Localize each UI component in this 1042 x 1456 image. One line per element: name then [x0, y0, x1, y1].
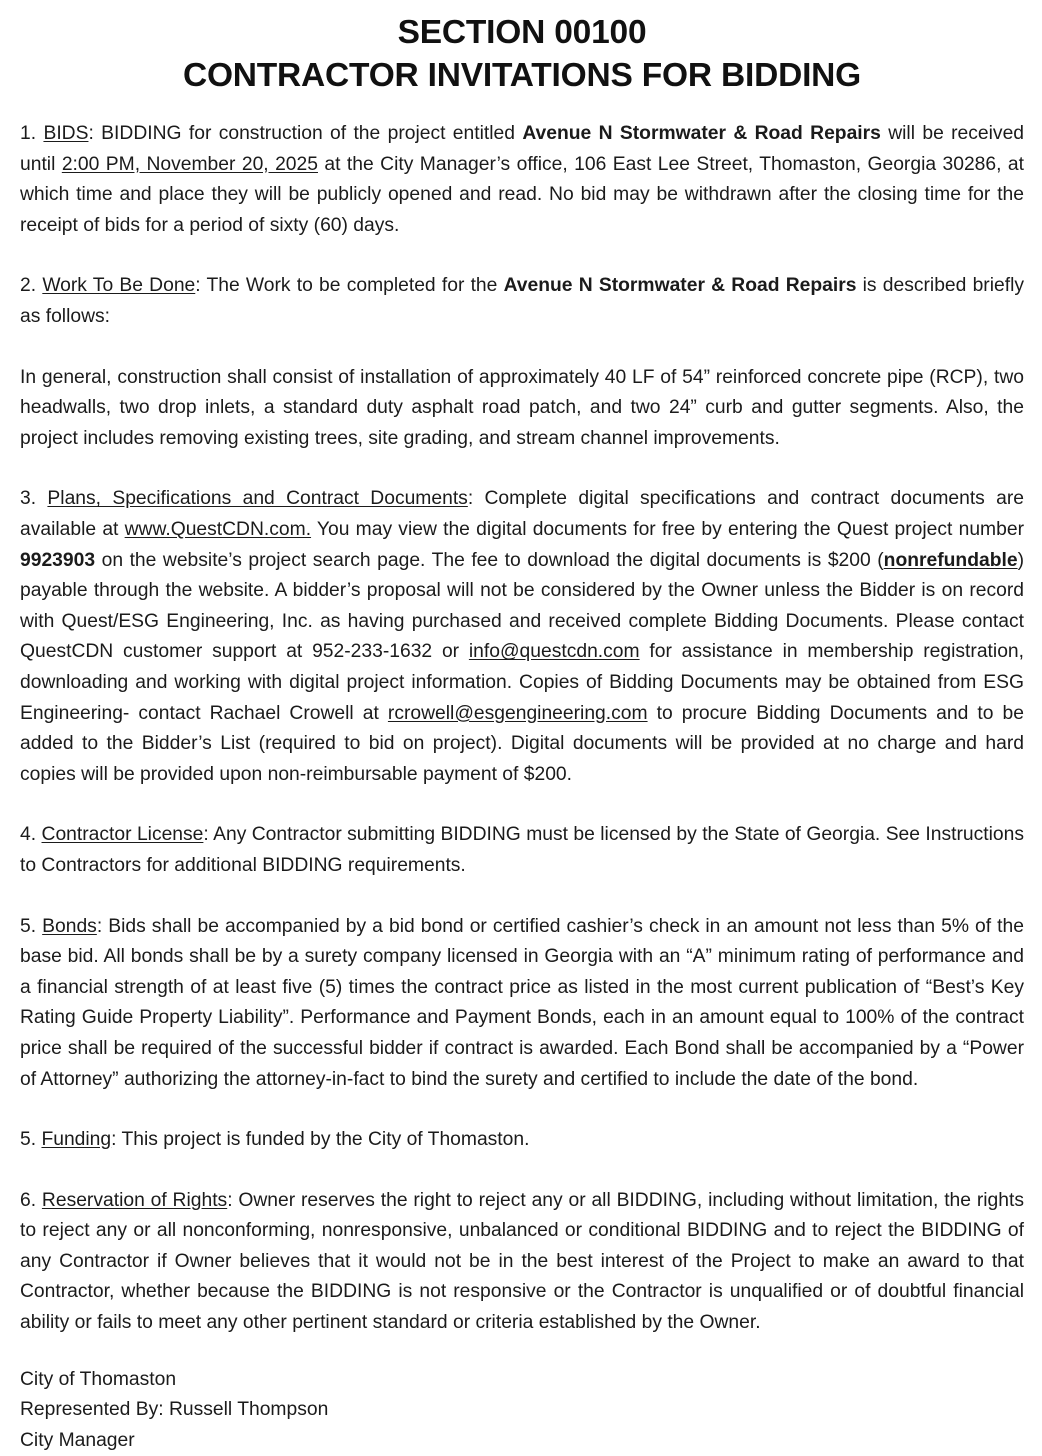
section-bids-text-2: will be received until	[20, 123, 1025, 175]
section-plans-text-6: for assistance in membership registration, downloading and working with digital project information. Copies of Bidding Documents may be obtained from ESG Engineering- contact Rachael Crowell at	[20, 641, 1024, 724]
section-plans-specifications	[20, 484, 1024, 790]
section-funding	[20, 1125, 1024, 1156]
section-bids-text-1: : BIDDING for construction of the project entitled	[88, 123, 523, 145]
page-title	[20, 12, 1024, 97]
document-body	[20, 119, 1024, 1456]
section-plans-text-7: to procure Bidding Documents and to be added to the Bidder’s List (required to bid on project). Digital documents will be provided at no charge and hard copies will be provided upon non-reimbursable payment of $200.	[20, 702, 1024, 785]
section-plans-text-3: on the website’s project search page. The fee to download the digital documents is $200 (	[95, 549, 884, 571]
section-plans-text-1: : Complete digital specifications and contract documents are available at	[20, 488, 1025, 540]
section-bonds-heading: Bonds	[42, 915, 97, 937]
section-reservation-of-rights	[20, 1186, 1024, 1339]
section-plans-number: 3.	[20, 488, 37, 510]
section-bonds	[20, 912, 1024, 1096]
section-work-number: 2.	[20, 275, 37, 297]
section-work-text-2: is described briefly as follows:	[20, 275, 1025, 328]
title-line-document-name: CONTRACTOR INVITATIONS FOR BIDDING	[182, 56, 862, 94]
section-plans-heading: Plans, Specifications and Contract Documents	[47, 488, 468, 510]
signature-represented-by: Represented By: Russell Thompson	[20, 1399, 329, 1421]
section-funding-heading: Funding	[41, 1129, 112, 1151]
signature-block	[20, 1365, 1024, 1456]
section-bonds-text: : Bids shall be accompanied by a bid bond or certified cashier’s check in an amount not less than 5% of the base bid. All bonds shall be by a surety company licensed in Georgia with an “A” minimum rating of performance and a financial strength of at least five (5) times the contract price as listed in the most current publication of “Best’s Key Rating Guide Property Liability”. Performance and Payment Bonds, each in an amount equal to 100% of the contract price shall be required of the successful bidder if contract is awarded. Each Bond shall be accompanied by a “Power of Attorney” authorizing the attorney-in-fact to bind the surety and certified to include the date of the bond.	[20, 915, 1024, 1090]
section-funding-number: 5.	[20, 1129, 37, 1151]
section-plans-text-2: You may view the digital documents for free by entering the Quest project number	[311, 519, 1024, 540]
section-reservation-heading: Reservation of Rights	[41, 1189, 228, 1211]
section-bids	[20, 119, 1024, 241]
questcdn-support-phone: 952-233-1632	[312, 641, 433, 663]
section-bids-project-name: Avenue N Stormwater & Road Repairs	[522, 123, 881, 145]
section-bids-heading: BIDS	[43, 123, 89, 145]
questcdn-support-email-link[interactable]: info@questcdn.com	[468, 641, 640, 663]
section-bids-text-3: at the City Manager’s office, 106 East Lee Street, Thomaston, Georgia 30286, at which time and place they will be publicly opened and read. No bid may be withdrawn after the closing time for the receipt of bids for a period of sixty (60) days.	[20, 153, 1024, 236]
section-reservation-text: : Owner reserves the right to reject any or all BIDDING, including without limitation, the rights to reject any or all nonconforming, nonresponsive, unbalanced or conditional BIDDING and to reject the BIDDING of any Contractor if Owner believes that it would not be in the best interest of the Project to make an award to that Contractor, whether because the BIDDING is not responsive or the Contractor is unqualified or of doubtful financial ability or fails to meet any other pertinent standard or criteria established by the Owner.	[20, 1189, 1024, 1334]
section-license-number: 4.	[20, 824, 37, 846]
bid-deadline: 2:00 PM, November 20, 2025	[61, 153, 318, 175]
section-contractor-license	[20, 820, 1024, 881]
esg-contact-email-link[interactable]: rcrowell@esgengineering.com	[387, 702, 648, 724]
section-work-to-be-done	[20, 271, 1024, 332]
section-plans-text-4: ) payable through the website. A bidder’s proposal will not be considered by the Owner unless the Bidder is on record with Quest/ESG Engineering, Inc. as having purchased and received complete Bidding Documents. Please contact QuestCDN customer support at	[20, 549, 1024, 663]
signature-title: City Manager	[20, 1429, 135, 1451]
section-work-heading: Work To Be Done	[42, 275, 196, 297]
section-reservation-number: 6.	[20, 1189, 37, 1211]
section-funding-text: : This project is funded by the City of Thomaston.	[111, 1129, 530, 1151]
quest-project-number: 9923903	[20, 549, 96, 571]
section-bonds-number: 5.	[20, 915, 37, 937]
work-description-paragraph: In general, construction shall consist of installation of approximately 40 LF of 54” reinforced concrete pipe (RCP), two headwalls, two drop inlets, a standard duty asphalt road patch, and two 24” curb and gutter segments. Also, the project includes removing existing trees, site grading, and stream channel improvements.	[20, 366, 1024, 449]
section-work-text-1: : The Work to be completed for the	[195, 275, 504, 297]
section-bids-number: 1.	[20, 123, 37, 145]
section-plans-text-5: or	[432, 641, 469, 663]
questcdn-website-link[interactable]: www.QuestCDN.com.	[124, 519, 312, 540]
section-license-text: : Any Contractor submitting BIDDING must be licensed by the State of Georgia. See Instructions to Contractors for additional BIDDING requirements.	[20, 824, 1024, 876]
section-license-heading: Contractor License	[41, 824, 204, 846]
nonrefundable-emphasis: nonrefundable	[883, 549, 1018, 571]
section-work-project-name: Avenue N Stormwater & Road Repairs	[503, 275, 857, 297]
signature-organization: City of Thomaston	[20, 1368, 177, 1390]
title-line-section-number: SECTION 00100	[397, 14, 647, 51]
